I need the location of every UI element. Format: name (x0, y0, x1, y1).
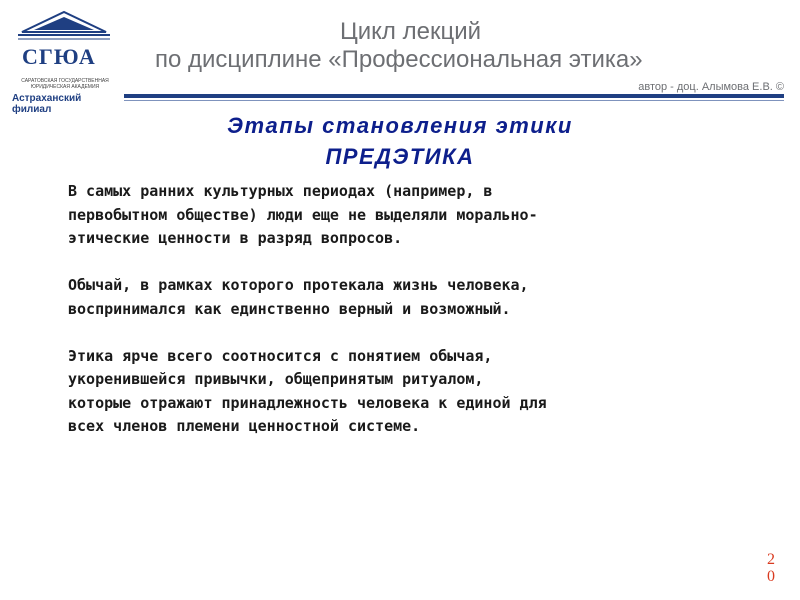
slide-title: Этапы становления этики (227, 113, 573, 138)
slide-subtitle: ПРЕДЭТИКА (325, 144, 475, 169)
header-divider-thin (124, 100, 784, 101)
slide-body (68, 180, 738, 439)
body-paragraph: В самых ранних культурных периодах (например, в первобытном обществе) люди еще не выделяли морально- этические ценности в разряд вопросов. (68, 182, 538, 247)
header-divider (124, 94, 784, 98)
header-title: Цикл лекций (340, 18, 482, 45)
logo-subtitle: САРАТОВСКАЯ ГОСУДАРСТВЕННАЯ ЮРИДИЧЕСКАЯ АКАДЕМИЯ (21, 78, 109, 90)
logo-abbreviation: СГЮА (22, 44, 96, 69)
logo-branch: Астраханский филиал (12, 93, 82, 115)
body-paragraph: Обычай, в рамках которого протекала жизнь человека, воспринимался как единственно верный и возможный. (68, 276, 529, 318)
logo (8, 8, 120, 115)
author-credit: автор - доц. Алымова Е.В. © (638, 81, 784, 93)
building-icon (8, 8, 120, 48)
body-paragraph: Этика ярче всего соотносится с понятием обычая, укоренившейся привычки, общепринятым ритуалом, которые отражают принадлежность человека к единой для всех членов племени ценностной системе. (68, 346, 547, 435)
header-subtitle: по дисциплине «Профессиональная этика» (155, 46, 643, 73)
page-number: 20 (767, 551, 775, 585)
